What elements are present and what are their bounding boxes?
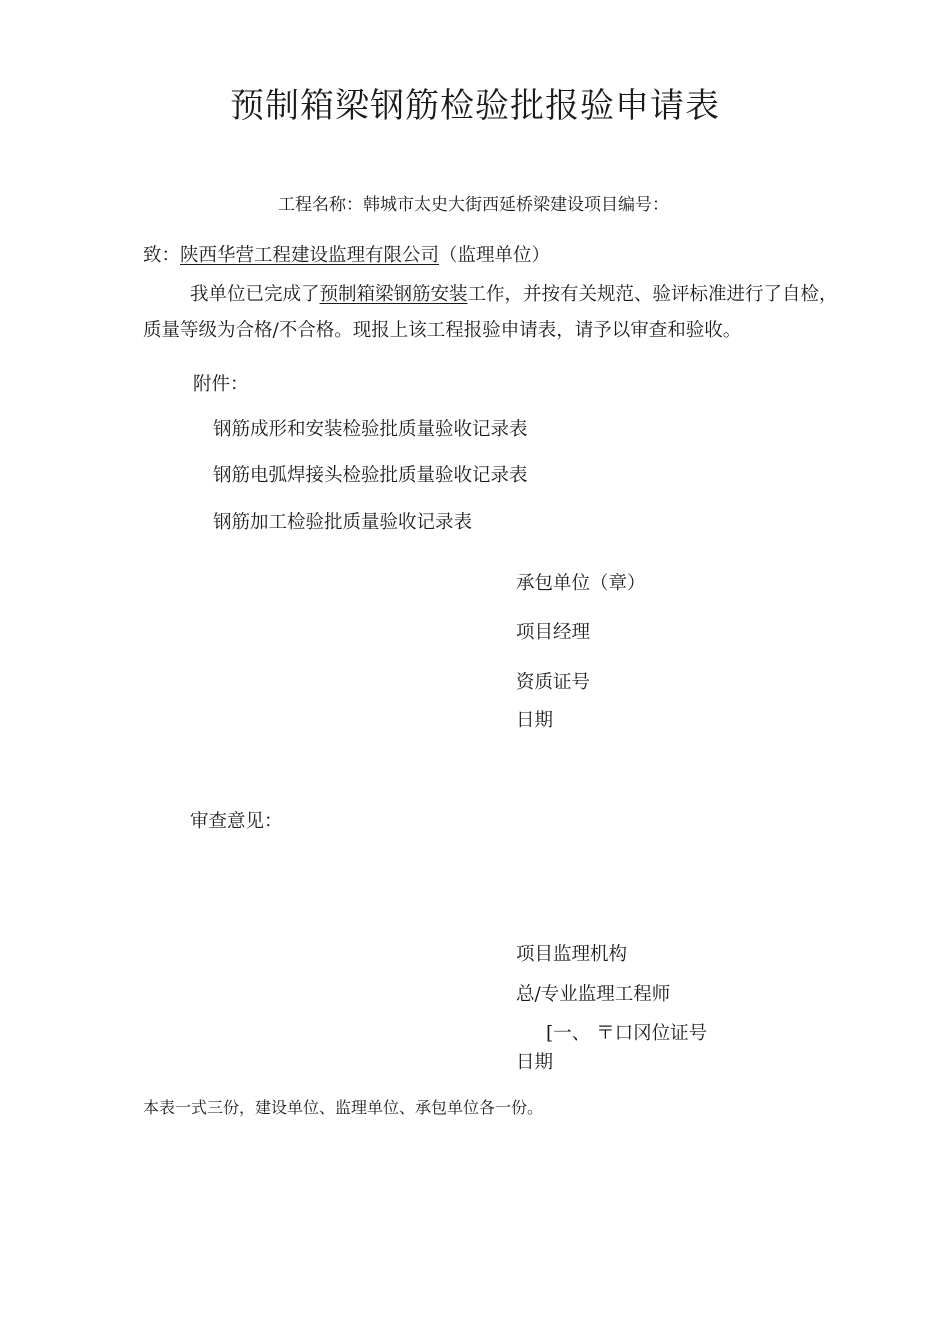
copies-footnote: 本表一式三份，建设单位、监理单位、承包单位各一份。: [143, 1098, 544, 1117]
attachment-item: 钢筋成形和安装检验批质量验收记录表: [213, 419, 528, 440]
work-item: 预制箱梁钢筋安装: [319, 284, 468, 305]
contractor-unit: 承包单位（章）: [516, 573, 646, 594]
attachment-item: 钢筋电弧焊接头检验批质量验收记录表: [213, 465, 528, 486]
attachment-item: 钢筋加工检验批质量验收记录表: [213, 512, 473, 533]
statement-line-2: 质量等级为合格/不合格。现报上该工程报验申请表，请予以审查和验收。: [143, 320, 742, 341]
addressee-prefix: 致：: [143, 245, 181, 266]
project-name-line: 工程名称：韩城市太史大街西延桥梁建设项目编号：: [278, 195, 669, 215]
addressee-line: [143, 241, 550, 267]
contractor-cert-number: 资质证号: [516, 672, 591, 693]
statement-part1: 我单位已完成了: [190, 284, 320, 305]
addressee-suffix: （监理单位）: [439, 245, 551, 266]
page-title: 预制箱梁钢筋检验批报验申请表: [230, 86, 720, 126]
review-opinion-label: 审查意见：: [190, 811, 283, 832]
statement-line-1: [190, 280, 838, 306]
supervision-organization: 项目监理机构: [516, 944, 628, 965]
project-manager: 项目经理: [516, 622, 591, 643]
statement-part2: 工作，并按有关规范、验评标准进行了自检，: [467, 284, 838, 305]
supervisor-cert-number: [一、 〒口冈位证号: [546, 1023, 708, 1044]
contractor-date: 日期: [516, 710, 554, 731]
supervisor-date: 日期: [516, 1052, 554, 1073]
attachments-label: 附件：: [193, 374, 249, 395]
supervising-engineer: 总/专业监理工程师: [516, 984, 671, 1005]
supervision-company: 陕西华营工程建设监理有限公司: [180, 245, 440, 266]
